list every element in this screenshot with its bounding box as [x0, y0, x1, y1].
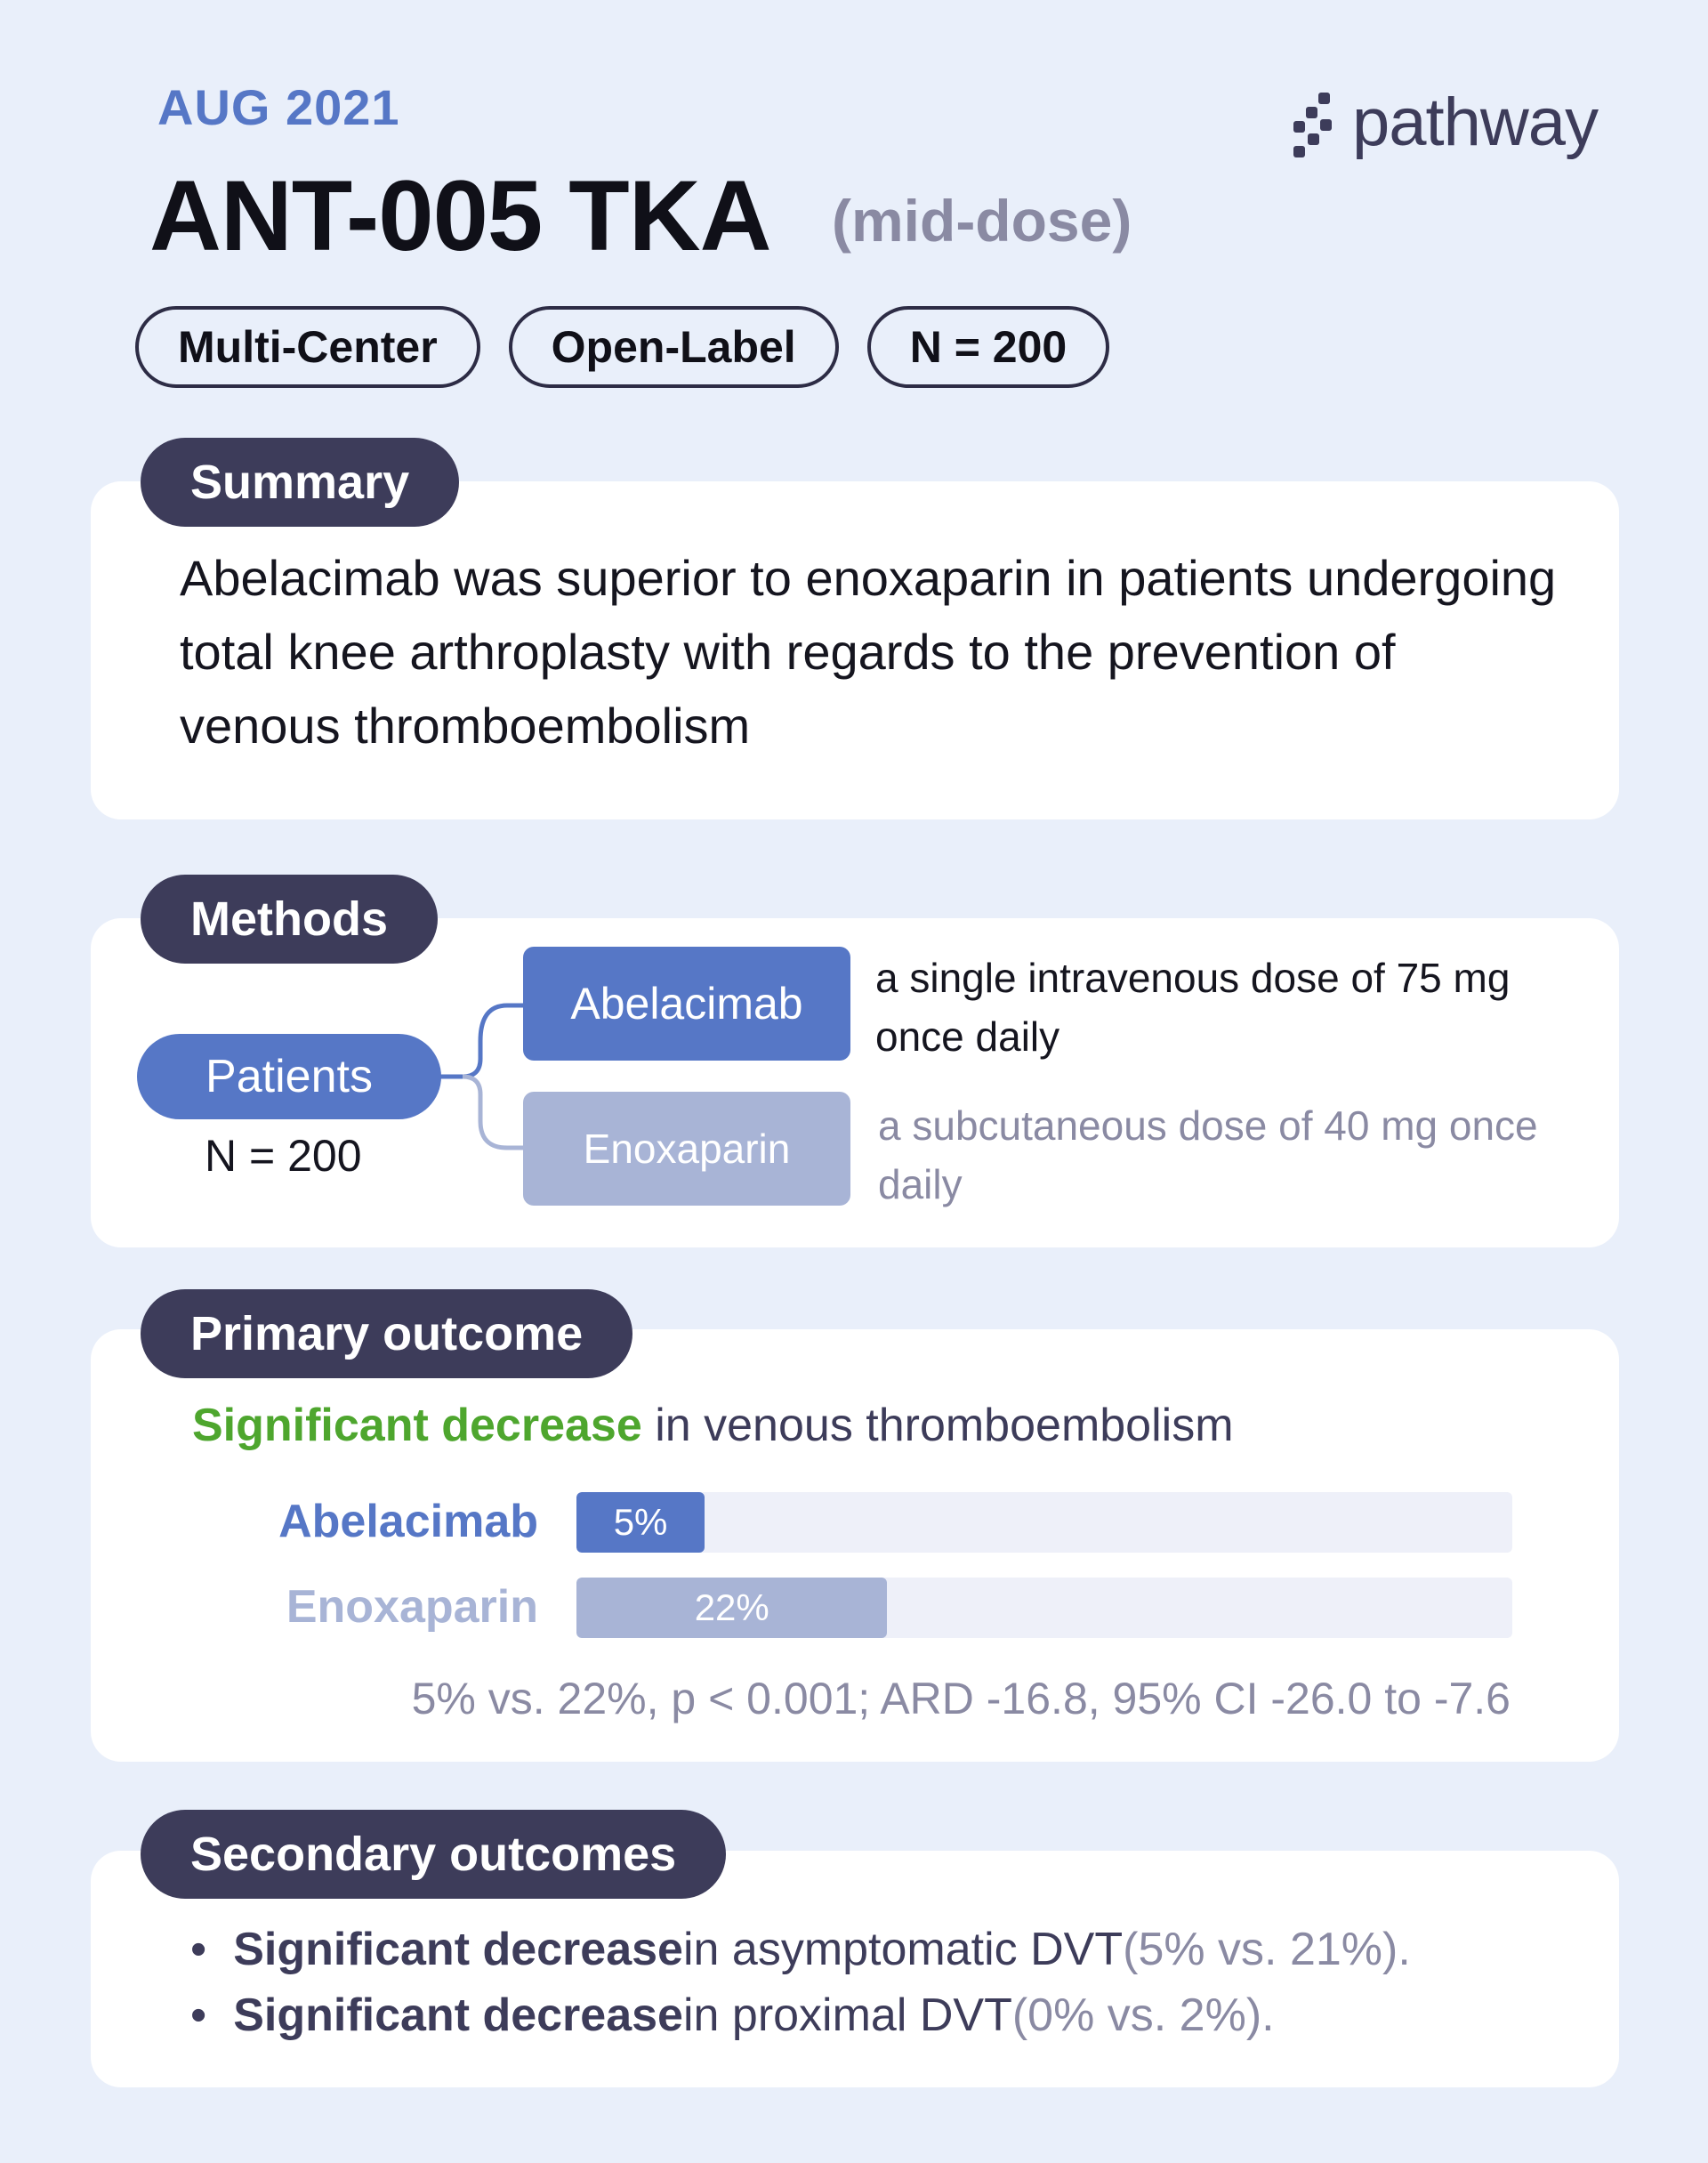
patients-count: N = 200 — [205, 1131, 362, 1181]
list-item: • Significant decrease in proximal DVT (0% vs. 2%). — [190, 1982, 1578, 2048]
primary-outcome-heading: Primary outcome — [141, 1289, 632, 1378]
summary-text: Abelacimab was superior to enoxaparin in patients undergoing total knee arthroplasty with regards to the prevention of venous thromboembolism — [180, 550, 1557, 754]
arm-enoxaparin-description: a subcutaneous dose of 40 mg once daily — [878, 1102, 1538, 1207]
methods-connector — [436, 997, 534, 1157]
bar-enoxaparin — [576, 1578, 887, 1638]
list-item: • Significant decrease in asymptomatic DVT (5% vs. 21%). — [190, 1917, 1578, 1982]
bar-abelacimab — [576, 1492, 705, 1553]
bullet-icon: • — [190, 1989, 207, 2041]
secondary-outcomes-list — [190, 1917, 1578, 2048]
bar-track-abelacimab — [576, 1492, 1512, 1553]
arm-abelacimab: Abelacimab — [523, 947, 850, 1061]
bar-value-enoxaparin: 22% — [694, 1586, 769, 1628]
primary-outcome-lead-rest: in venous thromboembolism — [641, 1400, 1234, 1451]
arm-abelacimab-description: a single intravenous dose of 75 mg once daily — [875, 955, 1511, 1060]
arm-enoxaparin: Enoxaparin — [523, 1092, 850, 1206]
dots-logo-icon — [1292, 87, 1336, 158]
report-date: AUG 2021 — [157, 79, 400, 135]
logo-text: pathway — [1352, 85, 1599, 160]
tag-multi-center: Multi-Center — [135, 306, 480, 388]
bar-track-enoxaparin — [576, 1578, 1512, 1638]
methods-heading: Methods — [141, 875, 438, 964]
secondary-outcomes-heading: Secondary outcomes — [141, 1810, 726, 1899]
trial-title: ANT-005 TKA — [149, 160, 771, 271]
primary-outcome-lead — [192, 1399, 1234, 1452]
tag-open-label: Open-Label — [509, 306, 839, 388]
trial-subtitle: (mid-dose) — [832, 188, 1132, 254]
bullet-icon: • — [190, 1924, 207, 1975]
tag-sample-size: N = 200 — [867, 306, 1110, 388]
tag-list — [135, 306, 1109, 388]
bar-label-abelacimab: Abelacimab — [278, 1496, 538, 1547]
patients-node: Patients — [137, 1034, 441, 1119]
bar-label-enoxaparin: Enoxaparin — [286, 1581, 538, 1633]
pathway-logo — [1292, 84, 1598, 161]
primary-outcome-stats: 5% vs. 22%, p < 0.001; ARD -16.8, 95% CI -26.0 to -7.6 — [411, 1674, 1511, 1723]
summary-heading: Summary — [141, 438, 459, 527]
bar-value-abelacimab: 5% — [613, 1501, 668, 1543]
primary-outcome-highlight: Significant decrease — [192, 1400, 642, 1451]
